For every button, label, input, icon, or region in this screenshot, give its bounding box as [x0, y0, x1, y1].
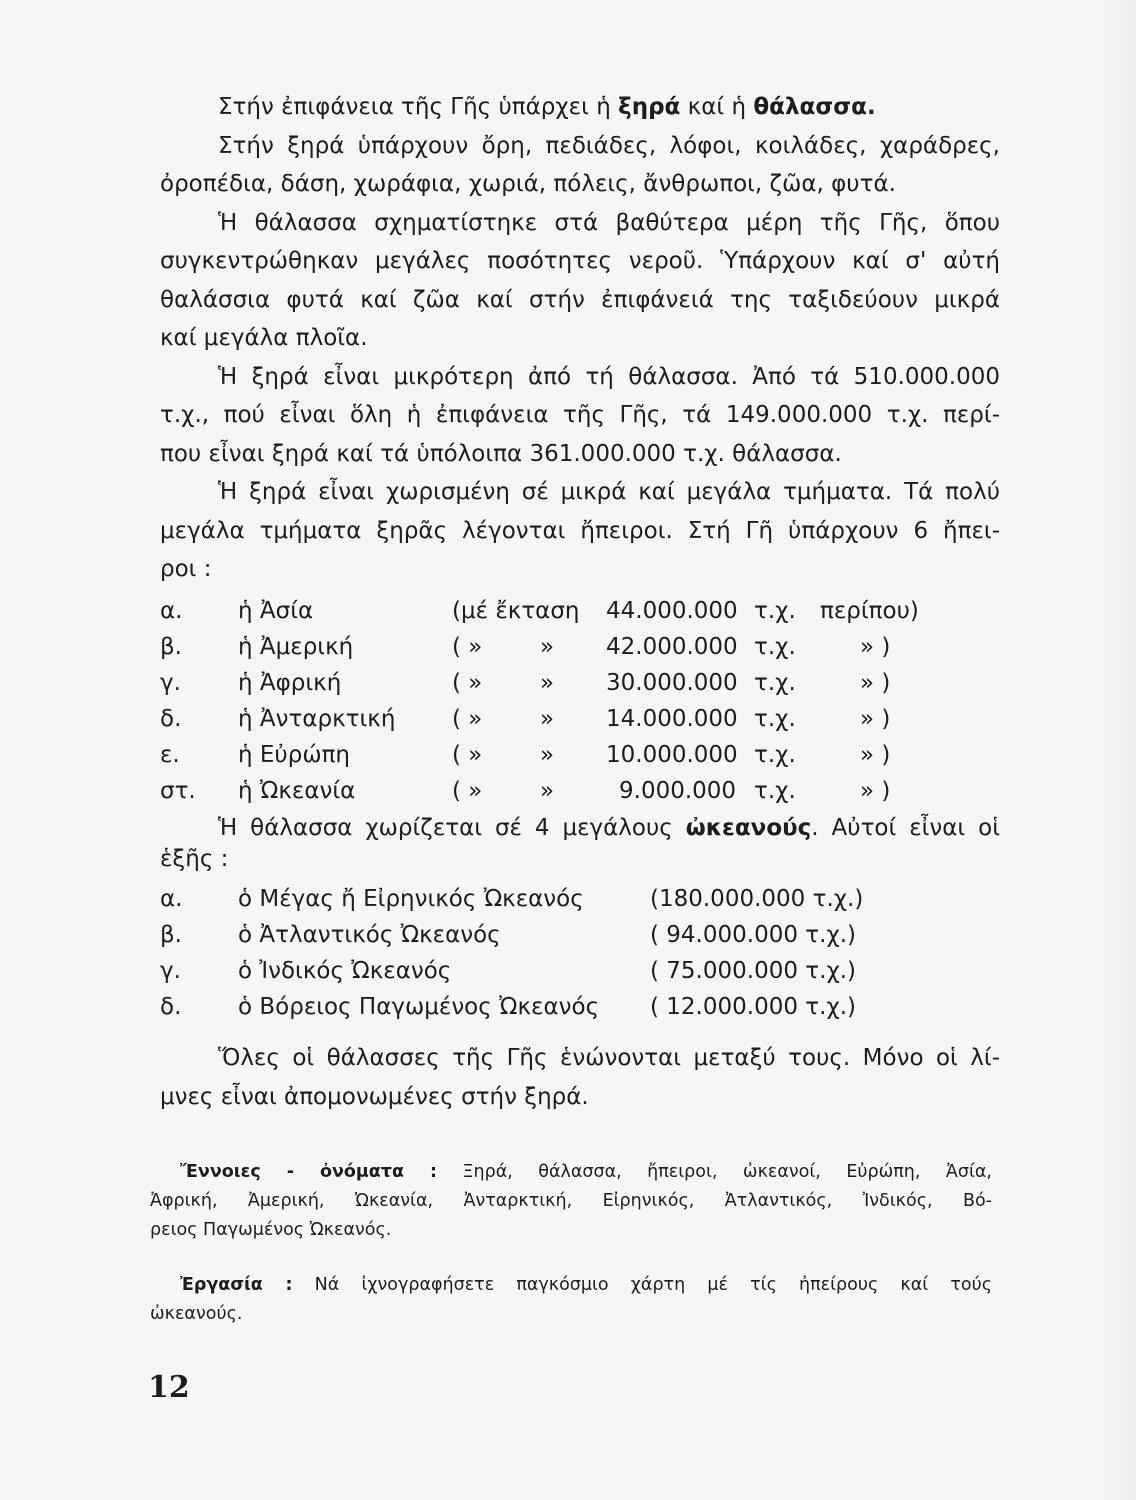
ditto-mark: ( »	[452, 777, 483, 804]
text-line: συγκεντρώθηκαν μεγάλες ποσότητες νεροῦ. Ὑπάρχουν καί σ' αὐτή	[160, 248, 1000, 274]
ocean-name: ὁ Μέγας ἤ Εἰρηνικός Ὠκεανός	[238, 886, 584, 912]
ditto-mark: ( »	[452, 633, 483, 660]
text-span: .	[866, 94, 876, 120]
text-line: Ἡ θάλασσα σχηματίστηκε στά βαθύτερα μέρη τῆς Γῆς, ὅπου	[218, 209, 1000, 236]
concepts-label: Ἔννοιες - ὀνόματα :	[180, 1162, 437, 1182]
ditto-mark: »	[540, 669, 555, 696]
continent-name: ἡ Ἀφρική	[238, 669, 342, 696]
ocean-row	[160, 989, 1000, 1025]
text-line: τ.χ., πού εἶναι ὅλη ἡ ἐπιφάνεια τῆς Γῆς, τά 149.000.000 τ.χ. περί-	[160, 402, 1000, 428]
text-line: ρειος Παγωμένος Ὠκεανός.	[150, 1220, 392, 1240]
continent-row	[160, 593, 1000, 629]
row-letter: γ.	[160, 958, 181, 984]
page-edge-shadow	[1096, 0, 1136, 1500]
ocean-name: ὁ Ἰνδικός Ὠκεανός	[238, 958, 452, 984]
ocean-name: ὁ Βόρειος Παγωμένος Ὠκεανός	[238, 994, 600, 1020]
continent-row	[160, 629, 1000, 665]
text-line: καί μεγάλα πλοῖα.	[160, 325, 368, 351]
ocean-row	[160, 881, 1000, 917]
ocean-name: ὁ Ἀτλαντικός Ὠκεανός	[238, 922, 501, 948]
notes-section	[150, 1158, 992, 1329]
task-note	[150, 1271, 992, 1329]
ditto-mark: »	[540, 633, 555, 660]
bold-term-land: ξηρά	[618, 94, 681, 120]
row-letter: δ.	[160, 705, 182, 732]
row-extent-label: (μέ ἔκταση	[452, 597, 580, 624]
continent-area: 10.000.000	[606, 741, 738, 768]
area-unit: τ.χ.	[754, 669, 796, 696]
text-span: . Αὐτοί εἶναι οἱ	[811, 814, 1000, 841]
continent-area: 9.000.000	[619, 777, 737, 804]
text-line	[160, 809, 1000, 848]
ditto-mark: » )	[860, 669, 891, 696]
ditto-mark: » )	[860, 633, 891, 660]
text-line: που εἶναι ξηρά καί τά ὑπόλοιπα 361.000.000 τ.χ. θάλασσα.	[160, 440, 842, 467]
main-text	[160, 88, 1000, 1116]
continent-area: 30.000.000	[606, 669, 738, 696]
text-line: ὀροπέδια, δάση, χωράφια, χωριά, πόλεις, ἄνθρωποι, ζῶα, φυτά.	[160, 171, 896, 197]
text-span: Στήν ἐπιφάνεια τῆς Γῆς ὑπάρχει ἡ	[218, 94, 619, 120]
row-letter: δ.	[160, 994, 182, 1020]
text-line: Ὅλες οἱ θάλασσες τῆς Γῆς ἑνώνονται μεταξύ τους. Μόνο οἱ λί-	[218, 1045, 1000, 1071]
area-unit: τ.χ.	[754, 597, 796, 624]
continent-row	[160, 665, 1000, 701]
row-letter: α.	[160, 597, 183, 624]
ocean-row	[160, 917, 1000, 953]
continent-area: 42.000.000	[606, 633, 738, 660]
text-span: Ἡ θάλασσα χωρίζεται σέ 4 μεγάλους	[218, 814, 686, 841]
ditto-mark: » )	[860, 741, 891, 768]
continent-area: 14.000.000	[606, 705, 738, 732]
area-unit: τ.χ.	[754, 741, 796, 768]
ocean-row	[160, 953, 1000, 989]
paragraph-continents	[160, 473, 1000, 589]
text-span: καί ἡ	[680, 94, 754, 120]
ditto-mark: ( »	[452, 669, 483, 696]
paragraph-areas	[160, 358, 1000, 474]
continent-name: ἡ Εὐρώπη	[238, 741, 351, 768]
text-line: ἑξῆς :	[160, 846, 229, 872]
continent-row	[160, 701, 1000, 737]
ditto-mark: » )	[860, 705, 891, 732]
area-unit: τ.χ.	[754, 633, 796, 660]
continent-row	[160, 737, 1000, 773]
text-span: Νά ἰχνογραφήσετε παγκόσμιο χάρτη μέ τίς ἠπείρους καί τούς	[292, 1275, 992, 1295]
row-letter: β.	[160, 922, 182, 948]
ocean-area: ( 12.000.000 τ.χ.)	[650, 994, 857, 1020]
paragraph-sea	[160, 204, 1000, 358]
text-line: Ἀφρική, Ἀμερική, Ὠκεανία, Ἀνταρκτική, Εἰρηνικός, Ἀτλαντικός, Ἰνδικός, Βό-	[150, 1191, 992, 1211]
paragraph-intro	[218, 88, 1000, 127]
text-line: Στήν ξηρά ὑπάρχουν ὄρη, πεδιάδες, λόφοι, κοιλάδες, χαράδρες,	[218, 132, 1000, 159]
ditto-mark: » )	[860, 777, 891, 804]
continent-name: ἡ Ἀμερική	[238, 633, 354, 660]
ocean-area: ( 94.000.000 τ.χ.)	[650, 922, 857, 948]
text-line: Ἡ ξηρά εἶναι χωρισμένη σέ μικρά καί μεγάλα τμήματα. Τά πολύ	[218, 479, 1000, 505]
area-unit: τ.χ.	[754, 705, 796, 732]
text-line: ὠκεανούς.	[150, 1304, 243, 1324]
text-line: ροι :	[160, 556, 212, 582]
bold-term-oceans: ὠκεανούς	[685, 814, 812, 841]
paragraph-oceans	[160, 809, 1000, 872]
ditto-mark: »	[540, 705, 555, 732]
area-unit: τ.χ.	[754, 777, 796, 804]
ditto-mark: ( »	[452, 741, 483, 768]
text-line: μνες εἶναι ἀπομονωμένες στήν ξηρά.	[160, 1083, 589, 1110]
continent-name: ἡ Ἀσία	[238, 597, 314, 624]
continent-name: ἡ Ἀνταρκτική	[238, 705, 396, 732]
oceans-table	[160, 881, 1000, 1025]
continent-name: ἡ Ὠκεανία	[238, 777, 356, 804]
text-span: Ξηρά, θάλασσα, ἤπειροι, ὠκεανοί, Εὐρώπη, Ἀσία,	[437, 1162, 992, 1182]
row-letter: ε.	[160, 741, 180, 768]
paragraph-land	[160, 127, 1000, 204]
ocean-area: (180.000.000 τ.χ.)	[650, 886, 864, 912]
task-label: Ἐργασία :	[180, 1275, 293, 1295]
row-letter: γ.	[160, 669, 181, 696]
row-approx-label: περίπου)	[820, 597, 919, 624]
continents-table	[160, 593, 1000, 809]
concepts-note	[150, 1158, 992, 1245]
ditto-mark: »	[540, 741, 555, 768]
ocean-area: ( 75.000.000 τ.χ.)	[650, 958, 857, 984]
row-letter: β.	[160, 633, 182, 660]
text-line: μεγάλα τμήματα ξηρᾶς λέγονται ἤπειροι. Στή Γῆ ὑπάρχουν 6 ἤπει-	[160, 517, 1000, 544]
paragraph-lakes	[160, 1039, 1000, 1116]
page-number: 12	[148, 1370, 190, 1405]
text-line: θαλάσσια φυτά καί ζῶα καί στήν ἐπιφάνειά της ταξιδεύουν μικρά	[160, 286, 1000, 313]
bold-term-sea: θάλασσα	[753, 94, 867, 120]
ditto-mark: »	[540, 777, 555, 804]
row-letter: στ.	[160, 777, 196, 804]
text-line: Ἡ ξηρά εἶναι μικρότερη ἀπό τή θάλασσα. Ἀπό τά 510.000.000	[218, 363, 1000, 390]
ditto-mark: ( »	[452, 705, 483, 732]
continent-area: 44.000.000	[606, 597, 738, 624]
row-letter: α.	[160, 886, 183, 912]
continent-row	[160, 773, 1000, 809]
